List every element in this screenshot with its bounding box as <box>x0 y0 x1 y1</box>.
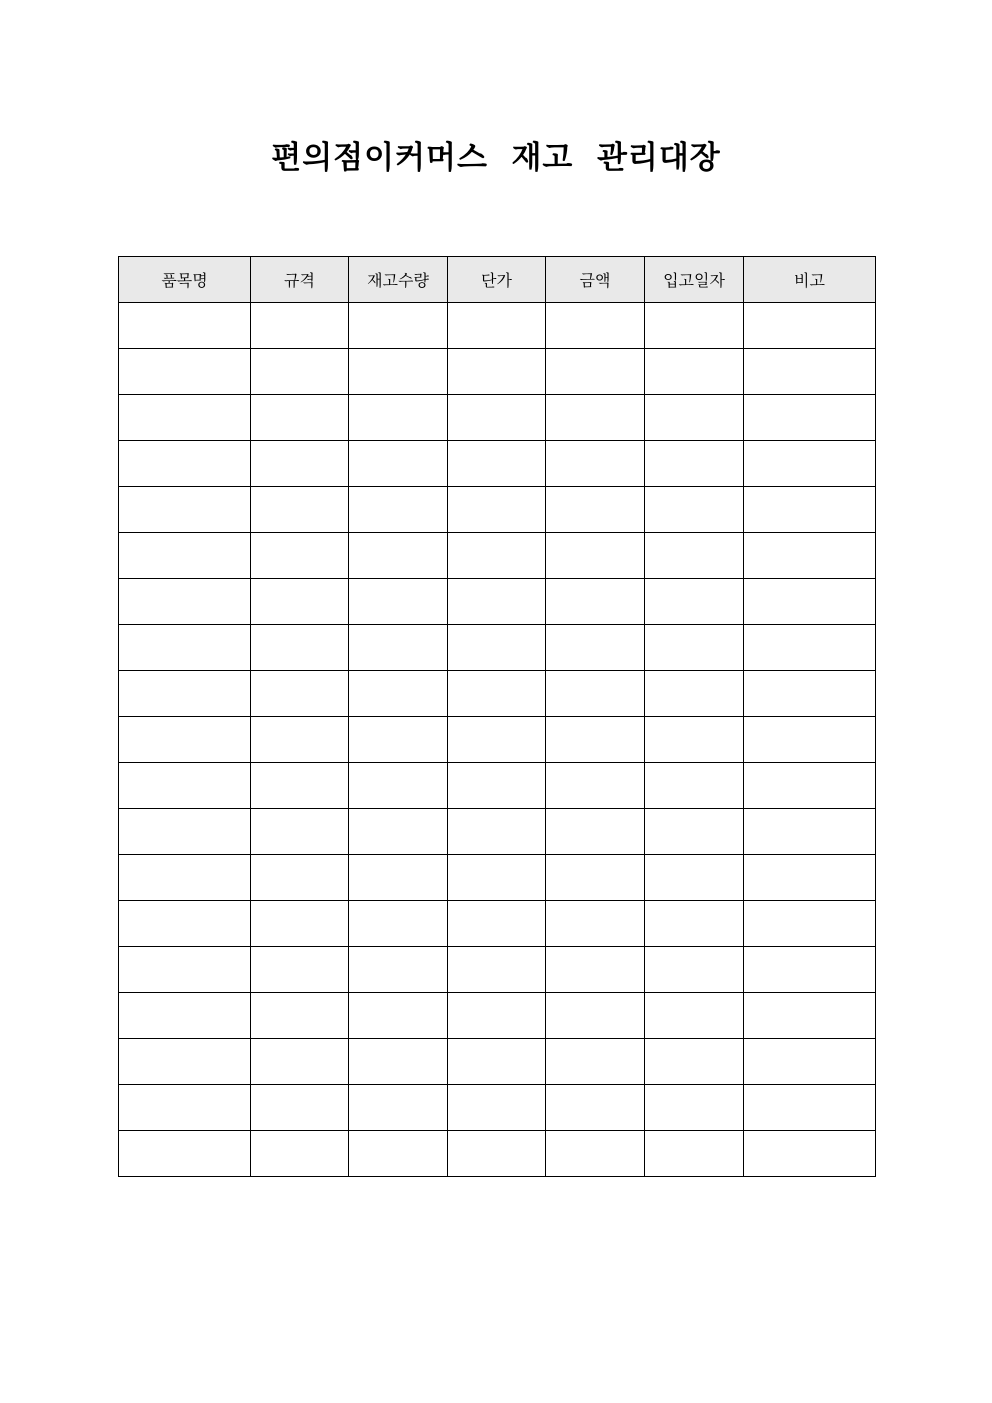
column-header-amount: 금액 <box>546 257 645 303</box>
table-cell[interactable] <box>349 533 448 579</box>
table-cell[interactable] <box>119 625 251 671</box>
table-cell[interactable] <box>119 809 251 855</box>
table-cell[interactable] <box>448 303 546 349</box>
inventory-ledger-table <box>118 256 876 1177</box>
table-cell[interactable] <box>251 625 349 671</box>
table-cell[interactable] <box>546 579 645 625</box>
table-cell[interactable] <box>744 809 876 855</box>
table-cell[interactable] <box>251 1039 349 1085</box>
table-row <box>119 763 876 809</box>
table-cell[interactable] <box>546 671 645 717</box>
table-cell[interactable] <box>349 855 448 901</box>
table-cell[interactable] <box>448 1131 546 1177</box>
table-cell[interactable] <box>645 717 744 763</box>
table-cell[interactable] <box>349 487 448 533</box>
table-cell[interactable] <box>448 993 546 1039</box>
table-cell[interactable] <box>119 1039 251 1085</box>
page-title: 편의점이커머스 재고 관리대장 <box>271 140 721 176</box>
table-cell[interactable] <box>546 855 645 901</box>
table-cell[interactable] <box>645 993 744 1039</box>
table-cell[interactable] <box>645 901 744 947</box>
table-cell[interactable] <box>251 763 349 809</box>
table-cell[interactable] <box>349 1085 448 1131</box>
table-cell[interactable] <box>119 487 251 533</box>
table-cell[interactable] <box>119 993 251 1039</box>
table-cell[interactable] <box>349 625 448 671</box>
table-cell[interactable] <box>744 395 876 441</box>
table-cell[interactable] <box>349 809 448 855</box>
table-cell[interactable] <box>645 1039 744 1085</box>
table-row <box>119 349 876 395</box>
table-cell[interactable] <box>744 579 876 625</box>
table-cell[interactable] <box>546 809 645 855</box>
table-cell[interactable] <box>349 671 448 717</box>
table-row <box>119 533 876 579</box>
table-cell[interactable] <box>645 625 744 671</box>
column-header-spec: 규격 <box>251 257 349 303</box>
table-cell[interactable] <box>349 717 448 763</box>
table-row <box>119 901 876 947</box>
table-cell[interactable] <box>119 579 251 625</box>
table-cell[interactable] <box>119 395 251 441</box>
table-cell[interactable] <box>448 579 546 625</box>
table-cell[interactable] <box>119 533 251 579</box>
table-cell[interactable] <box>448 717 546 763</box>
table-cell[interactable] <box>546 625 645 671</box>
table-cell[interactable] <box>251 395 349 441</box>
table-cell[interactable] <box>251 947 349 993</box>
table-row <box>119 1085 876 1131</box>
table-cell[interactable] <box>546 349 645 395</box>
table-cell[interactable] <box>744 763 876 809</box>
table-cell[interactable] <box>448 1085 546 1131</box>
table-cell[interactable] <box>744 717 876 763</box>
table-cell[interactable] <box>448 671 546 717</box>
table-cell[interactable] <box>645 441 744 487</box>
table-cell[interactable] <box>349 303 448 349</box>
table-row <box>119 1039 876 1085</box>
table-cell[interactable] <box>546 395 645 441</box>
table-cell[interactable] <box>546 441 645 487</box>
table-cell[interactable] <box>349 1131 448 1177</box>
table-cell[interactable] <box>119 947 251 993</box>
table-cell[interactable] <box>251 441 349 487</box>
table-cell[interactable] <box>448 487 546 533</box>
table-cell[interactable] <box>448 901 546 947</box>
table-cell[interactable] <box>448 533 546 579</box>
table-cell[interactable] <box>744 349 876 395</box>
table-cell[interactable] <box>119 763 251 809</box>
table-cell[interactable] <box>251 901 349 947</box>
table-cell[interactable] <box>251 855 349 901</box>
table-row <box>119 625 876 671</box>
table-cell[interactable] <box>448 947 546 993</box>
table-cell[interactable] <box>251 579 349 625</box>
table-cell[interactable] <box>349 349 448 395</box>
table-cell[interactable] <box>119 717 251 763</box>
table-cell[interactable] <box>645 947 744 993</box>
table-cell[interactable] <box>119 671 251 717</box>
table-cell[interactable] <box>251 303 349 349</box>
table-cell[interactable] <box>546 1085 645 1131</box>
table-cell[interactable] <box>744 487 876 533</box>
table-cell[interactable] <box>744 993 876 1039</box>
table-cell[interactable] <box>251 993 349 1039</box>
table-cell[interactable] <box>546 717 645 763</box>
table-cell[interactable] <box>546 947 645 993</box>
table-cell[interactable] <box>546 993 645 1039</box>
table-row <box>119 579 876 625</box>
table-cell[interactable] <box>119 303 251 349</box>
table-cell[interactable] <box>645 579 744 625</box>
table-cell[interactable] <box>349 395 448 441</box>
table-cell[interactable] <box>349 441 448 487</box>
table-cell[interactable] <box>546 533 645 579</box>
table-cell[interactable] <box>645 855 744 901</box>
table-cell[interactable] <box>744 901 876 947</box>
table-cell[interactable] <box>119 349 251 395</box>
table-row <box>119 717 876 763</box>
table-cell[interactable] <box>251 717 349 763</box>
table-cell[interactable] <box>349 1039 448 1085</box>
table-row <box>119 855 876 901</box>
table-cell[interactable] <box>251 1085 349 1131</box>
table-cell[interactable] <box>349 993 448 1039</box>
table-header-row <box>119 257 876 303</box>
table-cell[interactable] <box>744 671 876 717</box>
table-cell[interactable] <box>744 1085 876 1131</box>
table-cell[interactable] <box>448 1039 546 1085</box>
table-row <box>119 1131 876 1177</box>
column-header-item-name: 품목명 <box>119 257 251 303</box>
table-cell[interactable] <box>349 947 448 993</box>
table-cell[interactable] <box>251 809 349 855</box>
table-cell[interactable] <box>546 303 645 349</box>
table-cell[interactable] <box>744 855 876 901</box>
table-cell[interactable] <box>744 303 876 349</box>
table-row <box>119 947 876 993</box>
column-header-stock-qty: 재고수량 <box>349 257 448 303</box>
table-cell[interactable] <box>251 533 349 579</box>
table-cell[interactable] <box>645 809 744 855</box>
table-cell[interactable] <box>645 303 744 349</box>
table-cell[interactable] <box>546 1039 645 1085</box>
table-cell[interactable] <box>744 1131 876 1177</box>
table-cell[interactable] <box>119 901 251 947</box>
table-cell[interactable] <box>645 533 744 579</box>
table-cell[interactable] <box>744 533 876 579</box>
table-cell[interactable] <box>251 1131 349 1177</box>
table-cell[interactable] <box>349 901 448 947</box>
table-cell[interactable] <box>448 395 546 441</box>
column-header-remarks: 비고 <box>744 257 876 303</box>
table-cell[interactable] <box>448 855 546 901</box>
table-cell[interactable] <box>546 901 645 947</box>
table-cell[interactable] <box>744 625 876 671</box>
table-cell[interactable] <box>546 1131 645 1177</box>
table-cell[interactable] <box>448 625 546 671</box>
table-cell[interactable] <box>251 671 349 717</box>
table-cell[interactable] <box>119 1085 251 1131</box>
table-row <box>119 395 876 441</box>
table-row <box>119 671 876 717</box>
column-header-unit-price: 단가 <box>448 257 546 303</box>
table-cell[interactable] <box>645 1085 744 1131</box>
table-row <box>119 487 876 533</box>
table-cell[interactable] <box>645 1131 744 1177</box>
table-cell[interactable] <box>546 487 645 533</box>
table-cell[interactable] <box>119 855 251 901</box>
table-cell[interactable] <box>119 441 251 487</box>
table-row <box>119 303 876 349</box>
table-cell[interactable] <box>349 579 448 625</box>
table-cell[interactable] <box>119 1131 251 1177</box>
table-cell[interactable] <box>645 487 744 533</box>
table-cell[interactable] <box>645 349 744 395</box>
table-row <box>119 441 876 487</box>
table-body <box>119 303 876 1177</box>
table-row <box>119 809 876 855</box>
table-cell[interactable] <box>251 349 349 395</box>
table-cell[interactable] <box>645 763 744 809</box>
table-cell[interactable] <box>448 349 546 395</box>
column-header-receipt-date: 입고일자 <box>645 257 744 303</box>
table-cell[interactable] <box>349 763 448 809</box>
table-cell[interactable] <box>744 947 876 993</box>
table-cell[interactable] <box>448 441 546 487</box>
table-cell[interactable] <box>251 487 349 533</box>
table-cell[interactable] <box>448 809 546 855</box>
table-cell[interactable] <box>744 1039 876 1085</box>
table-cell[interactable] <box>744 441 876 487</box>
table-cell[interactable] <box>546 763 645 809</box>
table-cell[interactable] <box>645 671 744 717</box>
table-cell[interactable] <box>645 395 744 441</box>
table-cell[interactable] <box>448 763 546 809</box>
table-row <box>119 993 876 1039</box>
